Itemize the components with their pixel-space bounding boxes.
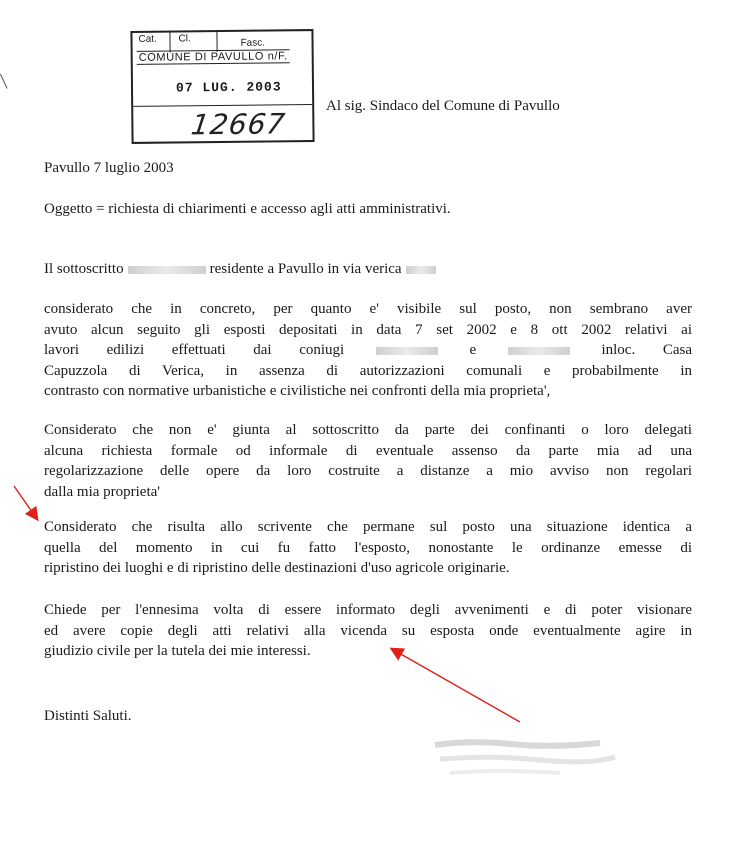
paragraph-line: contrasto con normative urbanistiche e civilistiche nei confronti della mia proprieta', (44, 383, 551, 399)
line-segment: e (469, 342, 477, 358)
stamp-cat-label: Cat. (138, 33, 157, 45)
intro-part1: Il sottoscritto (44, 261, 124, 277)
intro-part2: residente a Pavullo in via verica (209, 261, 402, 277)
paragraph-line: ripristino dei luoghi e di ripristino delle destinazioni d'uso agricole originarie. (44, 560, 510, 576)
paragraph-line: Considerato che non e' giunta al sottoscritto da parte dei confinanti o loro delegati (44, 422, 692, 438)
paragraph-line: dalla mia proprieta' (44, 483, 160, 500)
closing-salutation: Distinti Saluti. (44, 708, 132, 724)
subject-line: Oggetto = richiesta di chiarimenti e accesso agli atti amministrativi. (44, 201, 451, 217)
paragraph-line: Chiede per l'ennesima volta di essere informato degli avvenimenti e di poter visionare (44, 602, 692, 618)
protocol-stamp (130, 29, 314, 144)
paragraph-line: Capuzzola di Verica, in assenza di autorizzazioni comunali e probabilmente in (44, 362, 692, 379)
stamp-date: 07 LUG. 2003 (175, 79, 282, 96)
paragraph-line: quella del momento in cui fu fatto l'esposto, nonostante le ordinanze emesse di (44, 539, 692, 556)
addressee: Al sig. Sindaco del Comune di Pavullo (326, 98, 560, 114)
intro-line (44, 259, 440, 279)
redacted-name (376, 347, 438, 355)
arrow-left-annotation (14, 486, 37, 519)
paragraph-line: regolarizzazione delle opere da loro costruite a distanze a mio avviso non regolari (44, 463, 692, 479)
redacted-name (128, 266, 206, 274)
line-segment: inloc. Casa (601, 342, 692, 358)
paragraph-line: considerato che in concreto, per quanto e' visibile sul posto, non sembrano aver (44, 301, 692, 317)
paragraph-line: alcuna richiesta formale od informale di eventuale assenso da parte mia ad una (44, 442, 692, 459)
paragraph-4 (44, 600, 692, 662)
paragraph-1 (44, 299, 692, 402)
paragraph-line: ed avere copie degli atti relativi alla vicenda su esposta onde eventualmente agire in (44, 622, 692, 639)
redacted-address (406, 266, 436, 274)
stamp-protocol-number: 12667 (189, 107, 288, 142)
line-segment: lavori edilizi effettuati dai coniugi (44, 342, 345, 358)
date-line: Pavullo 7 luglio 2003 (44, 160, 174, 176)
redacted-signature (430, 735, 620, 780)
paragraph-line: avuto alcun seguito gli esposti depositati in data 7 set 2002 e 8 ott 2002 relativi ai (44, 321, 692, 338)
paragraph-3 (44, 517, 692, 579)
redacted-name (508, 347, 570, 355)
paragraph-line: giudizio civile per la tutela dei mie interessi. (44, 643, 311, 659)
stamp-fasc-label: Fasc. (240, 37, 266, 49)
paragraph-line: Considerato che risulta allo scrivente che permane sul posto una situazione identica a (44, 519, 692, 535)
margin-mark (0, 71, 13, 88)
stamp-comune: COMUNE DI PAVULLO n/F. (137, 49, 290, 65)
paragraph-line (44, 340, 692, 361)
paragraph-2 (44, 420, 692, 502)
stamp-cl-label: Cl. (178, 33, 191, 45)
